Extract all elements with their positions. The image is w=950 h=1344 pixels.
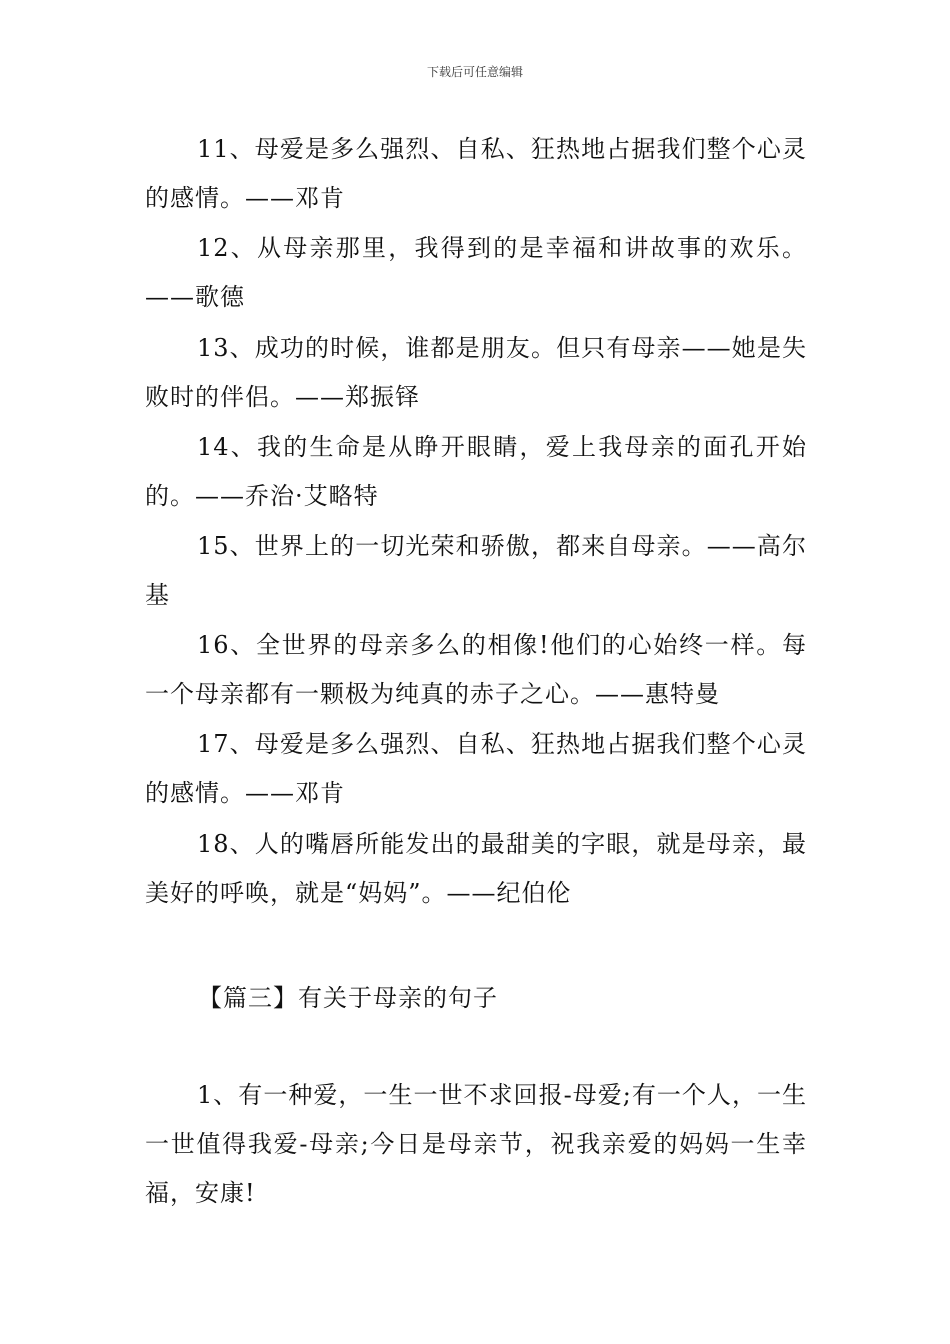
section-title: 【篇三】有关于母亲的句子 bbox=[198, 984, 498, 1012]
page-header-note: 下载后可任意编辑 bbox=[426, 65, 523, 79]
section-item-1: 1、有一种爱，一生一世不求回报-母爱;有一个人，一生一世值得我爱-母亲;今日是母亲节，祝我亲爱的妈妈一生幸福，安康! bbox=[145, 1081, 807, 1207]
quote-12: 12、从母亲那里，我得到的是幸福和讲故事的欢乐。——歌德 bbox=[145, 234, 807, 311]
quote-11: 11、母爱是多么强烈、自私、狂热地占据我们整个心灵的感情。——邓肯 bbox=[145, 135, 807, 212]
quote-15: 15、世界上的一切光荣和骄傲，都来自母亲。——高尔基 bbox=[145, 532, 807, 609]
quote-18: 18、人的嘴唇所能发出的最甜美的字眼，就是母亲，最美好的呼唤，就是“妈妈”。——纪伯伦 bbox=[145, 830, 807, 907]
quote-14: 14、我的生命是从睁开眼睛，爱上我母亲的面孔开始的。——乔治·艾略特 bbox=[145, 433, 807, 510]
quote-13: 13、成功的时候，谁都是朋友。但只有母亲——她是失败时的伴侣。——郑振铎 bbox=[145, 334, 807, 411]
quote-16: 16、全世界的母亲多么的相像!他们的心始终一样。每一个母亲都有一颗极为纯真的赤子之心。——惠特曼 bbox=[145, 631, 807, 708]
quote-17: 17、母爱是多么强烈、自私、狂热地占据我们整个心灵的感情。——邓肯 bbox=[145, 730, 807, 807]
